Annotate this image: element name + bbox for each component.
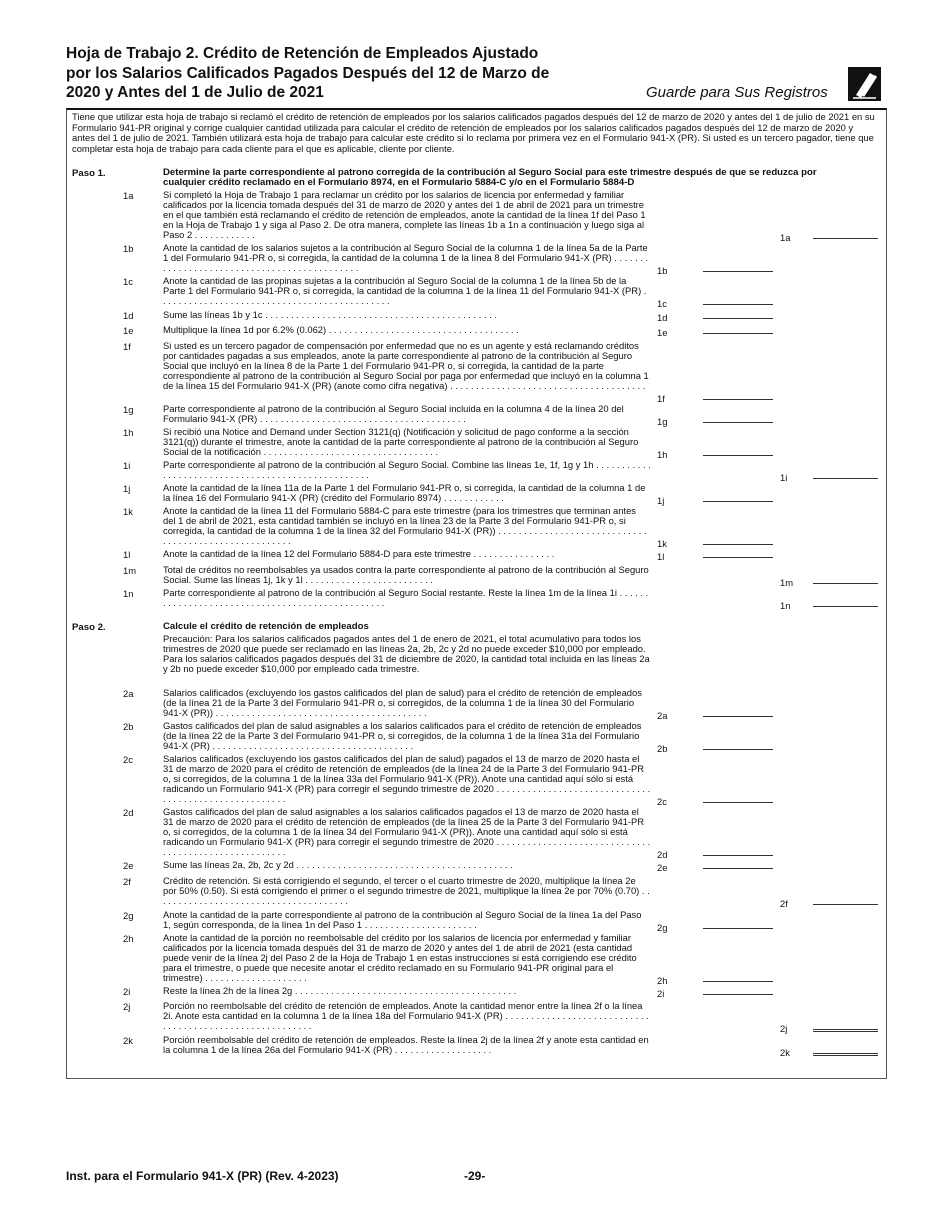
amount-entry-field[interactable] (703, 544, 773, 545)
step2-label: Paso 2. (72, 622, 106, 633)
line-description: Reste la línea 2h de la línea 2g . . . . . . . . . . . . . . . . . . . . . . . . . . . . . . . . . . . . . . . . . . . (163, 985, 517, 996)
line-label: 2f (780, 898, 788, 909)
line-label: 1l (657, 551, 665, 562)
line-number: 2c (123, 754, 133, 765)
line-description: Multiplique la línea 1d por 6.2% (0.062) . . . . . . . . . . . . . . . . . . . . . . . . . . . . . . . . . . . . . (163, 324, 519, 335)
line-number: 2e (123, 860, 134, 871)
line-number: 2k (123, 1035, 133, 1046)
line-label: 2j (780, 1023, 788, 1034)
line-number: 1c (123, 276, 133, 287)
amount-entry-field[interactable] (813, 606, 878, 607)
line-label: 2g (657, 922, 668, 933)
intro-text: Tiene que utilizar esta hoja de trabajo si reclamó el crédito de retención de empleados por los salarios calificados pagados después del 12 de marzo de 2020 y antes del 1 de julio de 2021 en su Formulario 941-PR original y corrige cualquier cantidad utilizada para calcular el crédito de retención de empleados por los salarios calificados pagados después del 12 de marzo de 2020 y antes del 1 de julio de 2021. También utilizará esta hoja de trabajo para calcular este crédito si lo reclama por primera vez en el Formulario 941-X (PR). Si usted es un tercero pagador, tiene que completar esta hoja de trabajo para cada cliente para el que es aplicable, cliente por cliente. (72, 111, 875, 154)
line-number: 1k (123, 506, 133, 517)
line-label: 1b (657, 265, 668, 276)
amount-entry-field[interactable] (703, 994, 773, 995)
line-label: 1k (657, 538, 667, 549)
line-number: 2i (123, 986, 131, 997)
keep-records-label: Guarde para Sus Registros (646, 84, 828, 101)
line-description: Sume las líneas 2a, 2b, 2c y 2d . . . . . . . . . . . . . . . . . . . . . . . . . . . . . . . . . . . . . . . . . . (163, 859, 513, 870)
line-number: 2j (123, 1001, 131, 1012)
title-line: por los Salarios Calificados Pagados Después del 12 de Marzo de (66, 64, 550, 82)
worksheet-title (66, 44, 626, 103)
pencil-icon (848, 67, 881, 101)
line-label: 1g (657, 416, 668, 427)
line-label: 1e (657, 327, 668, 338)
line-number: 2h (123, 933, 134, 944)
title-line: Hoja de Trabajo 2. Crédito de Retención de Empleados Ajustado (66, 45, 539, 62)
amount-entry-field[interactable] (703, 455, 773, 456)
line-number: 1h (123, 427, 134, 438)
amount-entry-field[interactable] (703, 855, 773, 856)
line-number: 1f (123, 341, 131, 352)
line-label: 2h (657, 975, 668, 986)
line-description: Porción reembolsable del crédito de retención de empleados. Reste la línea 2j de la línea 2f y anote esta cantidad en la columna 1 de la línea 26a del Formulario 941-X (PR) . . . . . . . . . . . . . . . . . . . (163, 1034, 649, 1055)
line-label: 1m (780, 577, 794, 588)
amount-entry-field[interactable] (703, 981, 773, 982)
line-description: Parte correspondiente al patrono de la contribución al Seguro Social. Combine las líneas 1e, 1f, 1g y 1h . . . . . . . . . . . . . . . . . . . . . . . . . . . . . . . . . . . . . . . . . . . . . . . . . . . (163, 459, 651, 480)
line-number: 2g (123, 910, 134, 921)
line-number: 2b (123, 721, 134, 732)
line-number: 1n (123, 588, 134, 599)
line-description: Anote la cantidad de la parte correspondiente al patrono de la contribución al Seguro Social de la línea 1a del Paso 1, según corresponda, de la línea 1n del Paso 1 . . . . . . . . . . . . . . . . . . . . . . (163, 909, 642, 930)
amount-entry-field[interactable] (703, 749, 773, 750)
step2-heading: Calcule el crédito de retención de empleados (163, 621, 369, 632)
line-description: Gastos calificados del plan de salud asignables a los salarios calificados para el crédito de retención de empleados (de la línea 22 de la Parte 3 del Formulario 941-PR o, si corregidos, de la columna 1 de la línea 31a del Formulario 941-X (PR) . . . . . . . . . . . . . . . . . . . . . . . . . . . . . . . . . . . . . . . (163, 720, 642, 751)
line-number: 2f (123, 876, 131, 887)
amount-entry-field[interactable] (703, 333, 773, 334)
amount-entry-field[interactable] (703, 271, 773, 272)
line-number: 2a (123, 688, 134, 699)
line-description: Salarios calificados (excluyendo los gastos calificados del plan de salud) pagados el 13 de marzo de 2020 hasta el 31 de marzo de 2020 para el crédito de retención de empleados (de la línea 24 de la Parte 3 del Formulario 941-PR o, si corregidos, de la columna 1 de la línea 33a del Formulario 941-X (PR)). Anote una cantidad aquí sólo si está radicando un Formulario 941-X (PR) para corregir el segundo trimestre de 2020 . . . . . . . . . . . . . . . . . . . . . . . . . . . . . . . . . . . . . . . . . . . . . . . . . . . . . . (163, 753, 651, 804)
amount-entry-field[interactable] (703, 716, 773, 717)
line-description: Salarios calificados (excluyendo los gastos calificados del plan de salud) para el crédito de retención de empleados (de la línea 21 de la Parte 3 del Formulario 941-PR o, si corregidos, de la columna 1 de la línea 30 del Formulario 941-X (PR)) . . . . . . . . . . . . . . . . . . . . . . . . . . . . . . . . . . . . . . . . . (163, 687, 642, 718)
line-description: Anote la cantidad de los salarios sujetos a la contribución al Seguro Social de la columna 1 de la línea 5a de la Parte 1 del Formulario 941-PR o, si corregida, la cantidad de la columna 1 de la línea 8 del Formulario 941-X (PR) . . . . . . . . . . . . . . . . . . . . . . . . . . . . . . . . . . . . . . . . . . . . . (163, 242, 649, 273)
line-label: 1c (657, 298, 667, 309)
line-description: Sume las líneas 1b y 1c . . . . . . . . . . . . . . . . . . . . . . . . . . . . . . . . . . . . . . . . . . . . . (163, 309, 497, 320)
line-description: Porción no reembolsable del crédito de retención de empleados. Anote la cantidad menor entre la línea 2f o la línea 2i. Anote esta cantidad en la columna 1 de la línea 18a del Formulario 941-X (PR) . . . . . . . . . . . . . . . . . . . . . . . . . . . . . . . . . . . . . . . . . . . . . . . . . . . . . . . . . (163, 1000, 649, 1031)
line-number: 1m (123, 565, 137, 576)
line-description: Si completó la Hoja de Trabajo 1 para reclamar un crédito por los salarios de licencia por enfermedad y familiar calificados por la licencia tomada después del 31 de marzo de 2020 y antes del 1 de abril de 2021 para un trimestre en el que también está reclamando el crédito de retención de empleados, anote la cantidad de la línea 1f del Paso 1 en la Hoja de Trabajo 1 y siga al Paso 2. De otra manera, complete las líneas 1b a 1n a continuación y luego siga al Paso 2 . . . . . . . . . . . . (163, 189, 646, 240)
line-description: Anote la cantidad de la porción no reembolsable del crédito por los salarios de licencia por enfermedad y familiar calificados por la licencia tomada después del 31 de marzo de 2020 y antes del 1 de abril de 2021 (esta cantidad puede venir de la línea 2j del Paso 2 de la Hoja de Trabajo 1 en estas instrucciones si está corrigiendo ese crédito para el trimestre, o puede que necesite anotar el crédito reclamado en su Formulario 941-PR original para el trimestre) . . . . . . . . . . . . . . . . . . . . (163, 932, 637, 983)
amount-entry-field[interactable] (703, 868, 773, 869)
step2-caution: Precaución: Para los salarios calificados pagados antes del 1 de enero de 2021, el total acumulativo para todos los trimestres de 2020 que puede ser reclamado en las líneas 2a, 2b, 2c y 2d no puede exceder $10,000 por empleado. Para los salarios calificados pagados después del 31 de diciembre de 2020, la cantidad total incluida en las líneas 2a y 2b no puede exceder $10,000 por empleado cada trimestre. (163, 633, 650, 674)
line-label: 2a (657, 710, 668, 721)
page-number: -29- (464, 1169, 486, 1183)
amount-entry-field[interactable] (813, 478, 878, 479)
line-number: 1d (123, 310, 134, 321)
line-description: Total de créditos no reembolsables ya usados contra la parte correspondiente al patrono de la contribución al Seguro Social. Sume las líneas 1j, 1k y 1l . . . . . . . . . . . . . . . . . . . . . . . . . (163, 564, 649, 585)
step1-heading: Determine la parte correspondiente al patrono corregida de la contribución al Seguro Social para este trimestre después de que se reduzca por cualquier crédito reclamado en el Formulario 8974, en el Formulario 5884-C y/o en el Formulario 5884-D (163, 167, 817, 188)
line-description: Gastos calificados del plan de salud asignables a los salarios calificados pagados el 13 de marzo de 2020 hasta el 31 de marzo de 2020 para el crédito de retención de empleados (de la línea 25 de la Parte 3 del Formulario 941-PR o, si corregidos, de la columna 1 de la línea 34 del Formulario 941-X (PR)). Anote una cantidad aquí sólo si está radicando un Formulario 941-X (PR) para corregir el segundo trimestre de 2020 . . . . . . . . . . . . . . . . . . . . . . . . . . . . . . . . . . . . . . . . . . . . . . . . . . . . . . (163, 806, 651, 857)
amount-entry-field[interactable] (703, 802, 773, 803)
line-label: 1f (657, 393, 665, 404)
amount-entry-field[interactable] (813, 904, 878, 905)
line-number: 1e (123, 325, 134, 336)
line-label: 1n (780, 600, 791, 611)
line-description: Anote la cantidad de las propinas sujetas a la contribución al Seguro Social de la columna 1 de la línea 5b de la Parte 1 del Formulario 941-PR o, si corregida, la cantidad de la columna 1 de la línea 11 del Formulario 941-X (PR) . . . . . . . . . . . . . . . . . . . . . . . . . . . . . . . . . . . . . . . . . . . . . (163, 275, 647, 306)
line-label: 1j (657, 495, 665, 506)
line-description: Anote la cantidad de la línea 11a de la Parte 1 del Formulario 941-PR o, si corregida, la cantidad de la columna 1 de la línea 16 del Formulario 941-X (PR) (crédito del Formulario 8974) . . . . . . . . . . . . (163, 482, 646, 503)
amount-entry-field[interactable] (703, 501, 773, 502)
line-number: 2d (123, 807, 134, 818)
line-number: 1l (123, 549, 131, 560)
line-number: 1a (123, 190, 134, 201)
amount-entry-field[interactable] (703, 928, 773, 929)
line-label: 1d (657, 312, 668, 323)
line-description: Si recibió una Notice and Demand under Section 3121(q) (Notificación y solicitud de pago conforme a la sección 3121(q)) durante el trimestre, anote la cantidad de la parte correspondiente al patrono de la contribución al Seguro Social de la notificación . . . . . . . . . . . . . . . . . . . . . . . . . . . . . . . . . . (163, 426, 639, 457)
line-number: 1b (123, 243, 134, 254)
line-description: Si usted es un tercero pagador de compensación por enfermedad que no es un agente y está reclamando créditos por cantidades pagadas a sus empleados, anote la parte correspondiente al patrono de la contribución al Seguro Social que incluyó en la línea 8 de la Parte 1 del Formulario 941-PR o, si corregida, la cantidad de la parte correspondiente al patrono de la contribución al Seguro Social por paga por enfermedad que incluyó en la columna 1 de la línea 15 del Formulario 941-X (PR) (anote como cifra negativa) . . . . . . . . . . . . . . . . . . . . . . . . . . . . . . . . . . . . . . (163, 340, 649, 391)
amount-entry-field[interactable] (703, 422, 773, 423)
step1-label: Paso 1. (72, 168, 106, 179)
amount-entry-field[interactable] (813, 1029, 878, 1032)
amount-entry-field[interactable] (813, 583, 878, 584)
amount-entry-field[interactable] (813, 238, 878, 239)
line-label: 2e (657, 862, 668, 873)
line-number: 1g (123, 404, 134, 415)
line-label: 2b (657, 743, 668, 754)
line-number: 1i (123, 460, 131, 471)
line-description: Parte correspondiente al patrono de la contribución al Seguro Social incluida en la columna 4 de la línea 20 del Formulario 941-X (PR) . . . . . . . . . . . . . . . . . . . . . . . . . . . . . . . . . . . . . . . . (163, 403, 624, 424)
line-label: 1i (780, 472, 788, 483)
amount-entry-field[interactable] (703, 399, 773, 400)
line-description: Anote la cantidad de la línea 11 del Formulario 5884-C para este trimestre (para los trimestres que terminan antes del 1 de abril de 2021, esta cantidad también se incluyó en la línea 23 de la Parte 3 del Formulario 941-PR o, si corregida, la cantidad de la columna 1 de la línea 32 del Formulario 941-X (PR)) . . . . . . . . . . . . . . . . . . . . . . . . . . . . . . . . . . . . . . . . . . . . . . . . . . . . . . (163, 505, 647, 546)
amount-entry-field[interactable] (703, 304, 773, 305)
line-description: Parte correspondiente al patrono de la contribución al Seguro Social restante. Reste la línea 1m de la línea 1i . . . . . . . . . . . . . . . . . . . . . . . . . . . . . . . . . . . . . . . . . . . . . . . . . (163, 587, 649, 608)
title-line: 2020 y Antes del 1 de Julio de 2021 (66, 84, 324, 101)
amount-entry-field[interactable] (703, 557, 773, 558)
line-label: 2k (780, 1047, 790, 1058)
footer-form: Inst. para el Formulario 941-X (PR) (Rev. 4-2023) (66, 1169, 339, 1183)
amount-entry-field[interactable] (813, 1053, 878, 1056)
line-label: 1h (657, 449, 668, 460)
line-description: Anote la cantidad de la línea 12 del Formulario 5884-D para este trimestre . . . . . . . . . . . . . . . . (163, 548, 555, 559)
line-label: 1a (780, 232, 791, 243)
line-label: 2d (657, 849, 668, 860)
line-label: 2c (657, 796, 667, 807)
line-label: 2i (657, 988, 665, 999)
line-number: 1j (123, 483, 131, 494)
line-description: Crédito de retención. Si está corrigiendo el segundo, el tercer o el cuarto trimestre de 2020, multiplique la línea 2e por 50% (0.50). Si está corrigiendo el primer o el segundo trimestre de 2021, multiplique la línea 2e por 70% (0.70) . . . . . . . . . . . . . . . . . . . . . . . . . . . . . . . . . . . . . . (163, 875, 650, 906)
amount-entry-field[interactable] (703, 318, 773, 319)
